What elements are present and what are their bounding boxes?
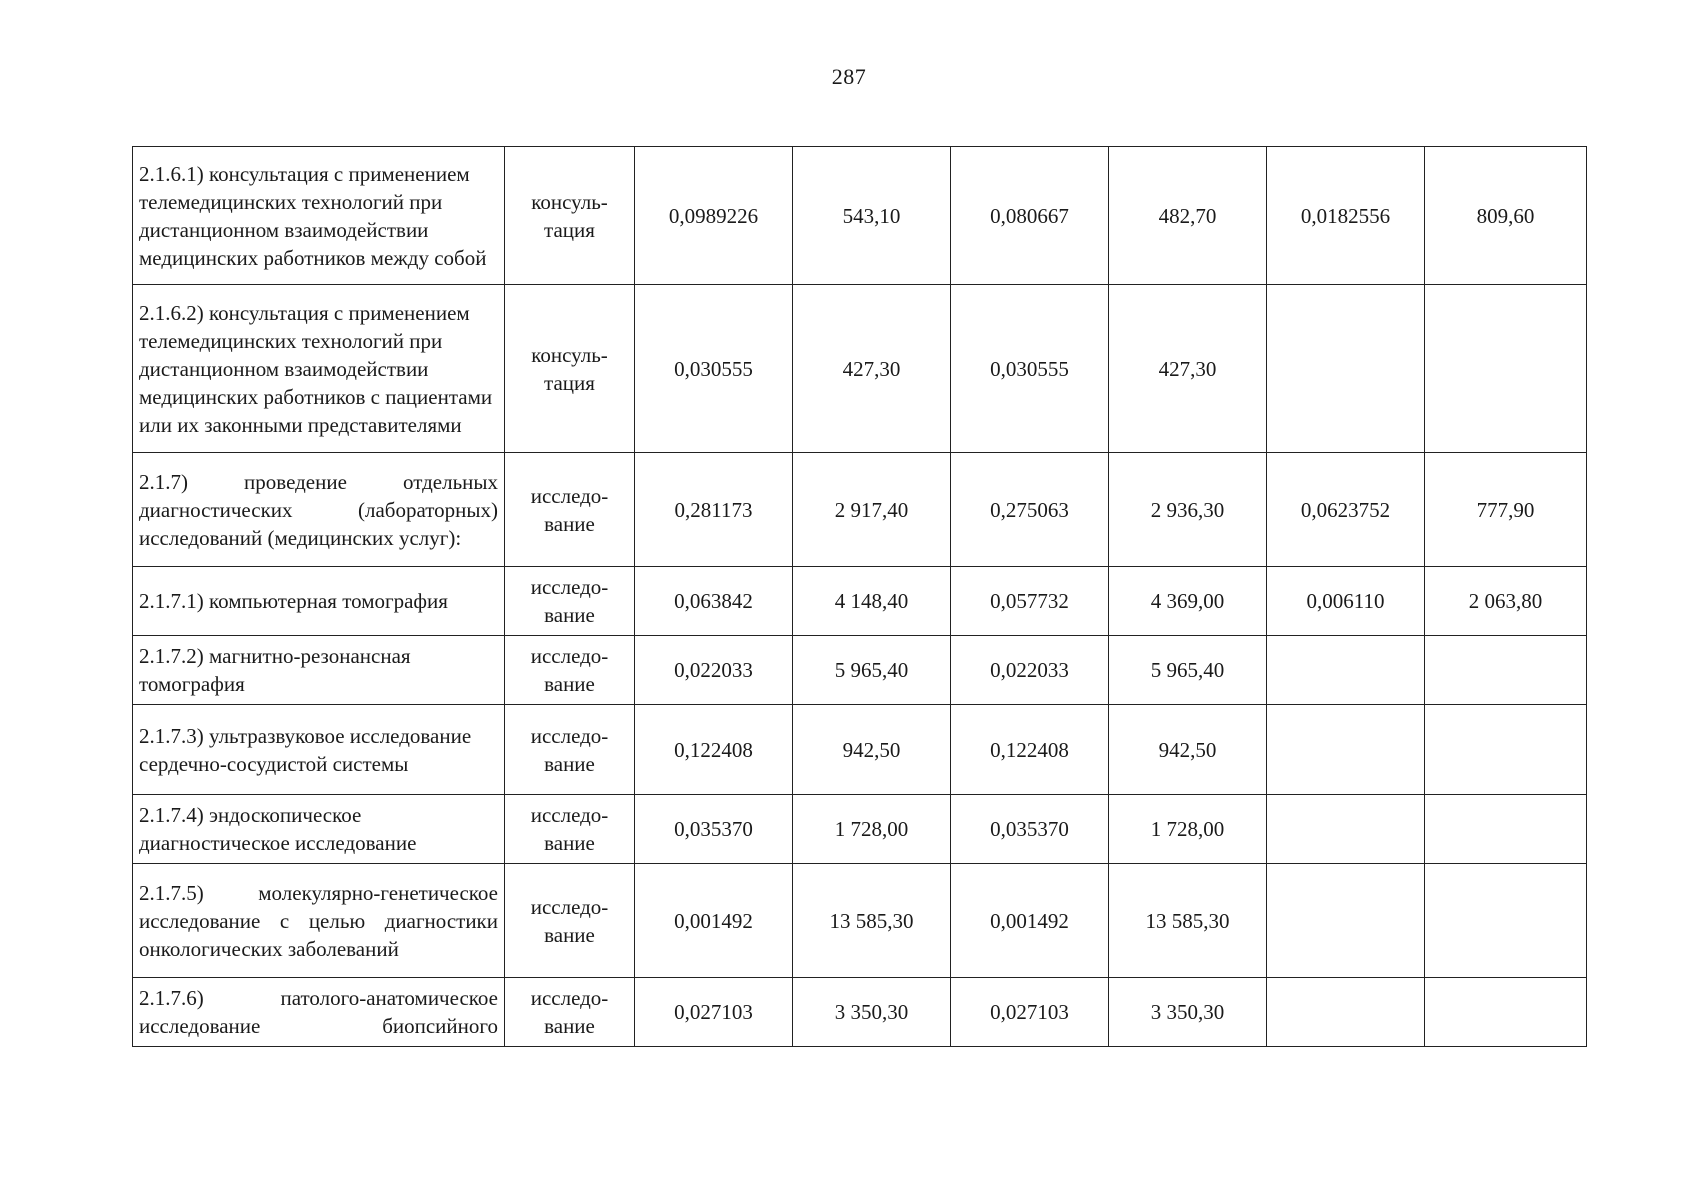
row-unit: исследо-вание [505, 636, 635, 705]
row-value-3: 0,275063 [951, 453, 1109, 567]
page-number: 287 [831, 64, 867, 89]
row-description: 2.1.7.6) патолого-анатомическое исследование биопсийного [133, 978, 505, 1047]
row-value-1: 0,122408 [635, 705, 793, 795]
row-value-3: 0,080667 [951, 147, 1109, 285]
row-value-1: 0,281173 [635, 453, 793, 567]
row-value-2: 2 917,40 [793, 453, 951, 567]
row-value-6: 2 063,80 [1425, 567, 1587, 636]
row-value-6 [1425, 864, 1587, 978]
row-value-3: 0,057732 [951, 567, 1109, 636]
row-unit: консуль-тация [505, 147, 635, 285]
row-value-5 [1267, 864, 1425, 978]
tariff-table [132, 146, 1587, 1047]
row-value-4: 3 350,30 [1109, 978, 1267, 1047]
row-unit: исследо-вание [505, 567, 635, 636]
row-value-4: 4 369,00 [1109, 567, 1267, 636]
row-unit: исследо-вание [505, 864, 635, 978]
table-row [133, 453, 1587, 567]
row-value-4: 2 936,30 [1109, 453, 1267, 567]
row-description: 2.1.6.1) консультация с применением телемедицинских технологий при дистанционном взаимодействии медицинских работников между собой [133, 147, 505, 285]
row-value-5: 0,006110 [1267, 567, 1425, 636]
table-row [133, 147, 1587, 285]
row-value-5 [1267, 705, 1425, 795]
row-value-4: 482,70 [1109, 147, 1267, 285]
row-value-2: 427,30 [793, 285, 951, 453]
row-value-3: 0,035370 [951, 795, 1109, 864]
row-value-4: 5 965,40 [1109, 636, 1267, 705]
row-value-4: 13 585,30 [1109, 864, 1267, 978]
row-unit: исследо-вание [505, 795, 635, 864]
row-value-1: 0,030555 [635, 285, 793, 453]
row-value-6 [1425, 795, 1587, 864]
row-value-2: 5 965,40 [793, 636, 951, 705]
row-value-1: 0,063842 [635, 567, 793, 636]
row-value-2: 1 728,00 [793, 795, 951, 864]
row-unit: исследо-вание [505, 453, 635, 567]
row-value-1: 0,0989226 [635, 147, 793, 285]
row-value-6 [1425, 705, 1587, 795]
row-value-5 [1267, 978, 1425, 1047]
row-value-5: 0,0623752 [1267, 453, 1425, 567]
table-row [133, 567, 1587, 636]
row-value-5: 0,0182556 [1267, 147, 1425, 285]
row-value-3: 0,001492 [951, 864, 1109, 978]
row-value-5 [1267, 636, 1425, 705]
row-value-5 [1267, 795, 1425, 864]
row-value-6 [1425, 978, 1587, 1047]
row-description: 2.1.7) проведение отдельных диагностических (лабораторных) исследований (медицинских услуг): [133, 453, 505, 567]
table-row [133, 795, 1587, 864]
row-value-2: 942,50 [793, 705, 951, 795]
table-row [133, 705, 1587, 795]
row-description: 2.1.7.4) эндоскопическое диагностическое исследование [133, 795, 505, 864]
row-value-6: 809,60 [1425, 147, 1587, 285]
row-value-4: 427,30 [1109, 285, 1267, 453]
row-value-1: 0,001492 [635, 864, 793, 978]
table-row [133, 285, 1587, 453]
row-value-2: 13 585,30 [793, 864, 951, 978]
row-value-4: 942,50 [1109, 705, 1267, 795]
row-description: 2.1.7.1) компьютерная томография [133, 567, 505, 636]
row-value-2: 543,10 [793, 147, 951, 285]
row-description: 2.1.7.3) ультразвуковое исследование сердечно-сосудистой системы [133, 705, 505, 795]
row-description: 2.1.7.5) молекулярно-генетическое исследование с целью диагностики онкологических заболеваний [133, 864, 505, 978]
row-value-6 [1425, 636, 1587, 705]
row-unit: исследо-вание [505, 705, 635, 795]
row-value-6: 777,90 [1425, 453, 1587, 567]
row-value-3: 0,122408 [951, 705, 1109, 795]
row-value-2: 3 350,30 [793, 978, 951, 1047]
row-value-1: 0,027103 [635, 978, 793, 1047]
row-description: 2.1.6.2) консультация с применением телемедицинских технологий при дистанционном взаимодействии медицинских работников с пациентами или их законными представителями [133, 285, 505, 453]
row-value-5 [1267, 285, 1425, 453]
row-unit: исследо-вание [505, 978, 635, 1047]
table-row [133, 978, 1587, 1047]
row-value-6 [1425, 285, 1587, 453]
row-unit: консуль-тация [505, 285, 635, 453]
table-row [133, 864, 1587, 978]
row-value-3: 0,030555 [951, 285, 1109, 453]
row-value-4: 1 728,00 [1109, 795, 1267, 864]
row-description: 2.1.7.2) магнитно-резонансная томография [133, 636, 505, 705]
row-value-3: 0,027103 [951, 978, 1109, 1047]
row-value-2: 4 148,40 [793, 567, 951, 636]
row-value-3: 0,022033 [951, 636, 1109, 705]
table-row [133, 636, 1587, 705]
row-value-1: 0,022033 [635, 636, 793, 705]
row-value-1: 0,035370 [635, 795, 793, 864]
